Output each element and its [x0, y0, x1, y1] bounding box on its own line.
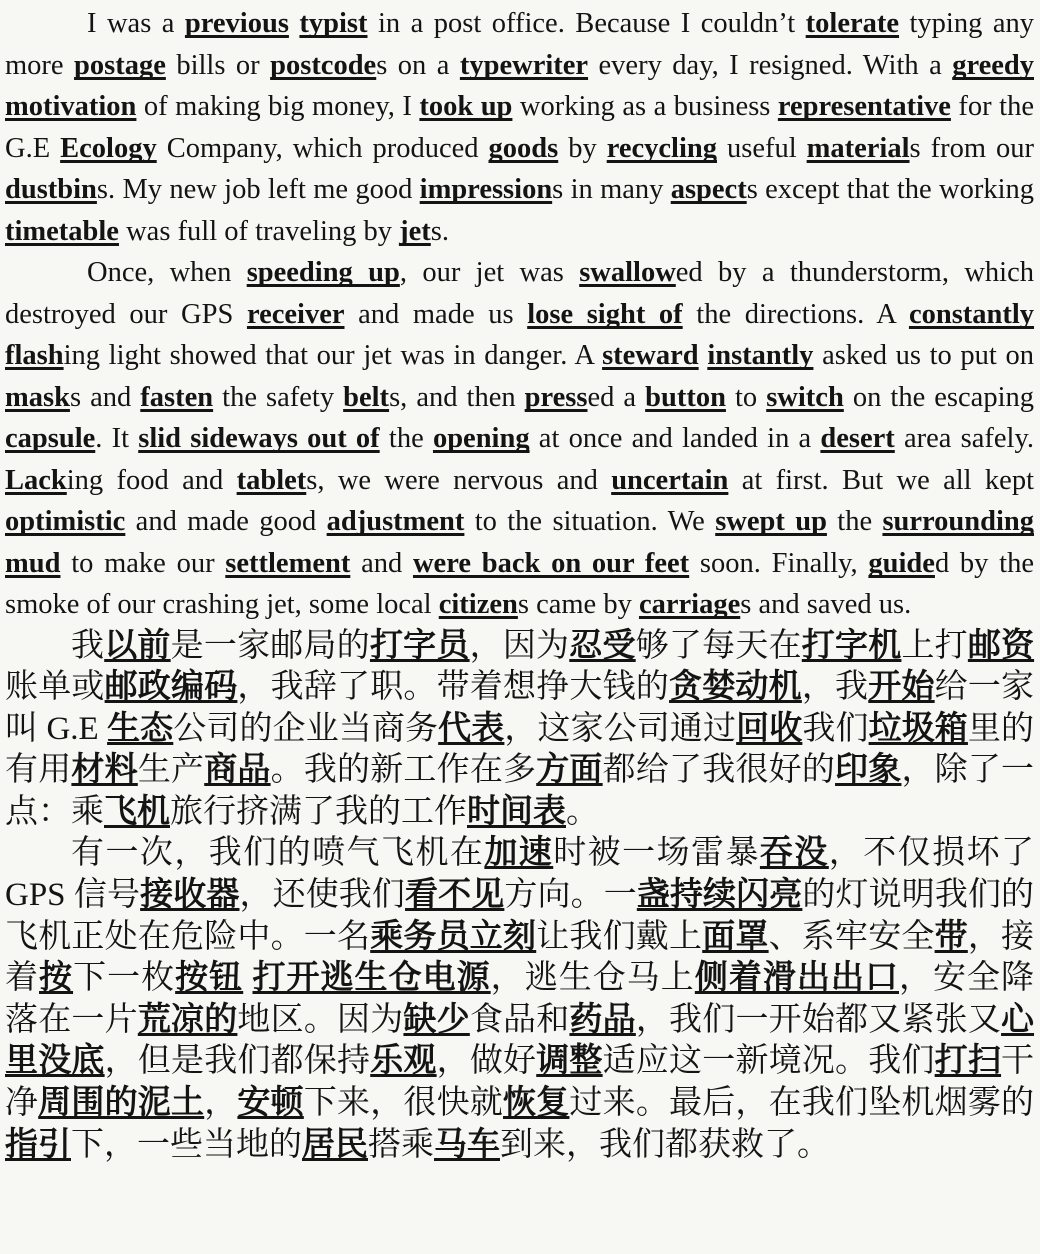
keyword-term: 印象 [835, 752, 902, 789]
keyword-term: swallow [579, 257, 676, 288]
text-run: 是一家邮局的 [170, 627, 370, 664]
text-run: I was a [87, 8, 185, 39]
text-run: 的灯说明我们的飞机正处在危险中。一名 [5, 877, 1035, 955]
keyword-term: 贪婪动机 [669, 669, 802, 706]
text-run: bills or [165, 49, 271, 81]
keyword-term: greedy [952, 49, 1034, 81]
keyword-term: citizen [438, 589, 518, 620]
text-run: 适应这一新境况。我们 [602, 1043, 935, 1080]
keyword-term: opening [432, 423, 530, 454]
keyword-term: 按钮 [175, 960, 244, 997]
keyword-term: 马车 [434, 1126, 500, 1163]
keyword-term: motivation [5, 91, 137, 122]
text-run: ing light showed that our jet was in danger. A [63, 340, 603, 371]
keyword-term: typewriter [459, 49, 589, 81]
text-run: ，做好 [436, 1043, 537, 1080]
text-run: 时被一场雷暴 [553, 835, 760, 872]
text-run: typing any more [5, 8, 1034, 81]
text-run: 有一次，我们的喷气飞机在 [71, 835, 485, 872]
text-run: useful [716, 132, 807, 164]
keyword-term: steward [602, 340, 699, 371]
keyword-term: 周围的泥土 [38, 1085, 205, 1122]
keyword-term: tablet [236, 464, 307, 496]
keyword-term: 乘务员立刻 [370, 918, 537, 955]
text-run: for the G.E [5, 91, 1034, 164]
text-run: s in many [552, 174, 671, 205]
text-run: ，还使我们 [239, 877, 406, 914]
text-run: s. My new job left me good [96, 174, 420, 205]
text-run: s on a [376, 49, 460, 81]
keyword-term: typist [299, 8, 368, 39]
keyword-term: Ecology [60, 132, 157, 164]
keyword-term: postage [74, 49, 166, 81]
keyword-term: were back on our feet [412, 547, 690, 579]
text-run [289, 8, 299, 39]
keyword-term: tolerate [805, 8, 900, 39]
text-run: ，安全降落在一片 [5, 960, 1035, 1038]
keyword-term: 按 [39, 960, 74, 997]
text-run: to the situation. We [464, 506, 716, 537]
keyword-term: previous [184, 8, 289, 39]
keyword-term: 方面 [536, 752, 603, 789]
keyword-term: 接收器 [140, 877, 240, 914]
keyword-term: 心里没底 [5, 1001, 1035, 1080]
text-run: s from our [909, 132, 1034, 164]
text-run: 下，一些当地的 [71, 1126, 302, 1163]
text-run: s. [430, 215, 450, 247]
keyword-term: 打开逃生仓电源 [252, 960, 491, 997]
text-run: ，因为 [469, 627, 570, 664]
paragraph-english-2 [5, 252, 1034, 626]
keyword-term: 药品 [569, 1001, 636, 1038]
keyword-term: uncertain [611, 464, 729, 496]
keyword-term: 材料 [71, 752, 138, 789]
text-run: , our jet was [399, 257, 580, 288]
keyword-term: 打字员 [369, 627, 470, 664]
keyword-term: fasten [140, 381, 214, 413]
keyword-term: 盏持续闪亮 [636, 877, 803, 914]
text-run: 到来，我们都获救了。 [500, 1126, 830, 1163]
text-run: in a post office. Because I couldn’t [367, 8, 806, 39]
text-run: 食品和 [469, 1001, 570, 1038]
keyword-term: took up [419, 91, 513, 122]
keyword-term: 缺少 [403, 1001, 470, 1038]
text-run: 生产 [137, 752, 205, 789]
text-run: . It [95, 423, 139, 454]
keyword-term: goods [488, 132, 559, 164]
text-run: ，但是我们都保持 [104, 1043, 371, 1080]
text-run: and [350, 547, 413, 579]
keyword-term: 带 [934, 918, 968, 955]
keyword-term: 吞没 [759, 835, 829, 872]
keyword-term: surrounding mud [5, 506, 1034, 579]
text-run: 、系牢安全 [768, 918, 935, 955]
text-run: 地区。因为 [237, 1001, 404, 1038]
text-run: the directions. A [682, 298, 909, 330]
keyword-term: speeding up [246, 257, 400, 288]
text-run: ，这家公司通过 [504, 710, 737, 747]
keyword-term: desert [820, 423, 895, 454]
keyword-term: belt [343, 381, 390, 413]
text-run: 过来。最后，在我们坠机烟雾的 [569, 1085, 1035, 1122]
text-run: 够了每天在 [635, 627, 802, 664]
text-run: 给一家叫 G.E [5, 669, 1035, 747]
text-run: working as a business [512, 91, 778, 122]
keyword-term: adjustment [326, 506, 465, 537]
keyword-term: 邮资 [967, 627, 1035, 664]
text-run: ，除了一点：乘 [5, 752, 1035, 830]
keyword-term: impression [419, 174, 553, 205]
keyword-term: recycling [606, 132, 717, 164]
text-run: Once, when [87, 257, 247, 288]
text-run: soon. Finally, [689, 547, 869, 579]
keyword-term: representative [777, 91, 951, 122]
text-run: 干净 [5, 1043, 1035, 1122]
keyword-term: lose sight of [527, 298, 683, 330]
text-run: ，逃生仓马上 [490, 960, 695, 997]
keyword-term: settlement [225, 547, 351, 579]
text-run: ， [204, 1085, 238, 1122]
text-run: ed by a thunderstorm, which destroyed our GPS [5, 257, 1034, 330]
keyword-term: 打字机 [801, 627, 902, 664]
text-run: 账单或 [5, 669, 105, 706]
paragraph-english-1 [5, 3, 1034, 252]
text-run: ，不仅损坏了 GPS 信号 [5, 835, 1035, 914]
paragraph-chinese-translation-1 [5, 626, 1034, 834]
text-run: on the escaping [843, 381, 1034, 413]
text-run: was full of traveling by [118, 215, 400, 247]
text-run: 公司的企业当商务 [173, 710, 439, 747]
keyword-term: receiver [246, 298, 345, 330]
keyword-term: 安顿 [237, 1085, 304, 1122]
keyword-term: Lack [5, 464, 67, 496]
keyword-term: material [806, 132, 910, 164]
text-run: area safely. [894, 423, 1034, 454]
keyword-term: 生态 [107, 710, 174, 747]
text-run: Company, which produced [156, 132, 489, 164]
text-run: 我 [71, 627, 105, 664]
keyword-term: guide [868, 547, 935, 579]
text-run: 都给了我很好的 [602, 752, 836, 789]
keyword-term: capsule [5, 423, 96, 454]
text-run: the [826, 506, 883, 537]
keyword-term: 回收 [736, 710, 803, 747]
text-run: by [558, 132, 607, 164]
keyword-term: 代表 [438, 710, 505, 747]
keyword-term: 邮政编码 [104, 669, 238, 706]
keyword-term: 以前 [104, 627, 171, 664]
keyword-term: swept up [715, 506, 827, 537]
keyword-term: timetable [5, 215, 119, 247]
keyword-term: 垃圾箱 [868, 710, 968, 747]
paragraph-chinese-translation-2 [5, 833, 1034, 1166]
text-run: ed a [587, 381, 646, 413]
text-run: 。 [566, 793, 599, 830]
keyword-term: 时间表 [467, 793, 566, 830]
text-run: 里的有用 [5, 710, 1035, 789]
text-run: 我们 [802, 710, 869, 747]
text-run: 旅行挤满了我的工作 [170, 793, 467, 830]
keyword-term: 开始 [868, 669, 935, 706]
text-run: s and [69, 381, 141, 413]
keyword-term: 加速 [484, 835, 554, 872]
text-run: to make our [60, 547, 226, 579]
text-run: at once and landed in a [529, 423, 821, 454]
keyword-term: postcode [270, 49, 377, 81]
keyword-term: 荒凉的 [137, 1001, 238, 1038]
keyword-term: 看不见 [405, 877, 505, 914]
keyword-term: 面罩 [702, 918, 769, 955]
text-run: ，接着 [5, 918, 1035, 997]
keyword-term: 侧着滑出出口 [694, 960, 899, 997]
text-run: ，我 [801, 669, 869, 706]
keyword-term: 打扫 [934, 1043, 1002, 1080]
text-run: to [725, 381, 767, 413]
text-run: and made us [344, 298, 528, 330]
text-run: 下一枚 [73, 960, 176, 997]
text-run: s and saved us. [740, 589, 912, 620]
text-run: and made good [125, 506, 327, 537]
text-run: 搭乘 [368, 1126, 434, 1163]
text-run: 让我们戴上 [536, 918, 703, 955]
text-run: 方向。一 [504, 877, 637, 914]
keyword-term: 指引 [5, 1126, 71, 1163]
keyword-term: constantly [908, 298, 1035, 330]
text-run: the safety [213, 381, 344, 413]
keyword-term: 居民 [302, 1126, 368, 1163]
keyword-term: jet [399, 215, 431, 247]
keyword-term: switch [766, 381, 844, 413]
keyword-term: 乐观 [370, 1043, 437, 1080]
text-run: ，我辞了职。带着想挣大钱的 [237, 669, 670, 706]
text-run: s, we were nervous and [306, 464, 612, 496]
text-run: asked us to put on [813, 340, 1034, 371]
keyword-term: dustbin [5, 174, 97, 205]
keyword-term: 调整 [536, 1043, 603, 1080]
text-run: s came by [517, 589, 639, 620]
keyword-term: carriage [638, 589, 741, 620]
text-run: the [379, 423, 433, 454]
keyword-term: 飞机 [104, 793, 170, 830]
text-run: ing food and [66, 464, 237, 496]
text-run: ，我们一开始都又紧张又 [635, 1001, 1002, 1038]
keyword-term: mask [5, 381, 70, 413]
text-run: s except that the working [746, 174, 1034, 205]
keyword-term: 恢复 [503, 1085, 570, 1122]
text-run: 。我的新工作在多 [270, 752, 537, 789]
keyword-term: button [645, 381, 726, 413]
text-run: at first. But we all kept [728, 464, 1034, 496]
text-run: d by the smoke of our crashing jet, some local [5, 547, 1034, 620]
text-run [699, 340, 708, 371]
text-run: of making big money, I [136, 91, 420, 122]
text-run: 上打 [901, 627, 968, 664]
keyword-term: instantly [707, 340, 814, 371]
keyword-term: optimistic [5, 506, 126, 537]
keyword-term: 商品 [204, 752, 271, 789]
text-run: 下来，很快就 [303, 1085, 504, 1122]
text-run: every day, I resigned. With a [588, 49, 953, 81]
text-run: s, and then [389, 381, 525, 413]
keyword-term: slid sideways out of [138, 423, 380, 454]
keyword-term: 忍受 [569, 627, 636, 664]
keyword-term: press [524, 381, 588, 413]
keyword-term: aspect [670, 174, 747, 205]
keyword-term: flash [5, 340, 64, 371]
